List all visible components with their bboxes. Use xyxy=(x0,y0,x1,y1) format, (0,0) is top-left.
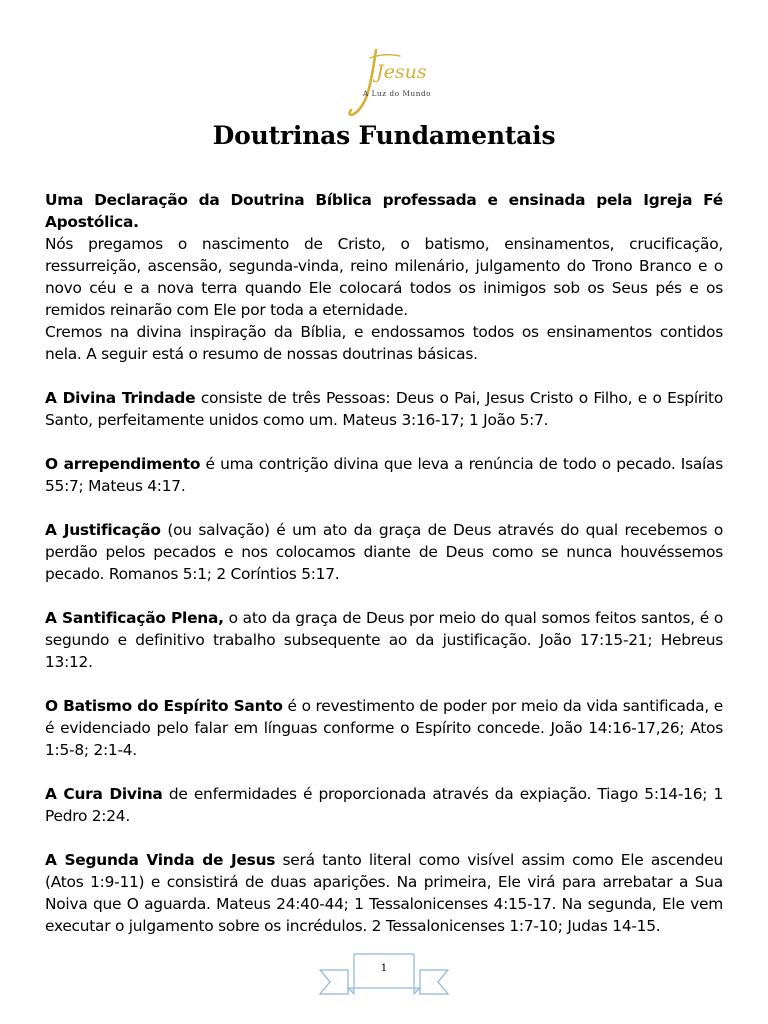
doctrine-text: o ato da graça de Deus por meio do qual somos feitos santos, é o segundo e definitivo trabalho subsequente ao da justificação. João 17:15-21; Hebreus 13:12. xyxy=(45,609,723,671)
jesus-logo-graphic xyxy=(334,44,434,120)
ribbon-icon xyxy=(318,950,450,1010)
doctrine-term: A Divina Trindade xyxy=(45,389,196,407)
doctrine-text: (ou salvação) é um ato da graça de Deus através do qual recebemos o perdão pelos pecados e nos colocamos diante de Deus como se nunca houvéssemos pecado. Romanos 5:1; 2 Coríntios 5:17. xyxy=(45,521,723,583)
document-body xyxy=(45,189,723,937)
doctrine-term: A Cura Divina xyxy=(45,785,163,803)
doctrine-text: de enfermidades é proporcionada através da expiação. Tiago 5:14-16; 1 Pedro 2:24. xyxy=(45,785,723,825)
page-number: 1 xyxy=(380,962,388,974)
intro-paragraph-2: Cremos na divina inspiração da Bíblia, e endossamos todos os ensinamentos contidos nela. A seguir está o resumo de nossas doutrinas básicas. xyxy=(45,323,723,363)
doctrine-repentance xyxy=(45,453,723,497)
doctrine-term: O arrependimento xyxy=(45,455,201,473)
doctrine-term: A Santificação Plena, xyxy=(45,609,224,627)
jesus-logo xyxy=(334,44,434,120)
doctrine-divine-healing xyxy=(45,783,723,827)
intro-paragraph-1: Nós pregamos o nascimento de Cristo, o batismo, ensinamentos, crucificação, ressurreição, ascensão, segunda-vinda, reino milenário, julgamento do Trono Branco e o novo céu e a nova terra quando Ele colocará todos os inimigos sob os Seus pés e os remidos reinarão com Ele por toda a eternidade. xyxy=(45,235,723,319)
logo-tagline: A Luz do Mundo xyxy=(363,89,432,98)
doctrine-text: é o revestimento de poder por meio da vida santificada, e é evidenciado pelo falar em línguas conforme o Espírito concede. João 14:16-17,26; Atos 1:5-8; 2:1-4. xyxy=(45,697,724,759)
doctrine-trinity xyxy=(45,387,723,431)
doctrine-second-coming xyxy=(45,849,723,937)
doctrine-term: A Segunda Vinda de Jesus xyxy=(45,851,276,869)
doctrine-term: O Batismo do Espírito Santo xyxy=(45,697,283,715)
doctrine-sanctification xyxy=(45,607,723,673)
doctrine-text: é uma contrição divina que leva a renúncia de todo o pecado. Isaías 55:7; Mateus 4:17. xyxy=(45,455,724,495)
page-title: Doutrinas Fundamentais xyxy=(212,121,556,150)
intro-heading: Uma Declaração da Doutrina Bíblica professada e ensinada pela Igreja Fé Apostólica. xyxy=(45,191,723,231)
doctrine-holy-spirit-baptism xyxy=(45,695,723,761)
doctrine-text: consiste de três Pessoas: Deus o Pai, Jesus Cristo o Filho, e o Espírito Santo, perfeitamente unidos como um. Mateus 3:16-17; 1 João 5:7. xyxy=(45,389,723,429)
page-footer xyxy=(318,950,450,1010)
doctrine-justification xyxy=(45,519,723,585)
logo-word: Jesus xyxy=(376,61,427,83)
doctrine-text: será tanto literal como visível assim como Ele ascendeu (Atos 1:9-11) e consistirá de duas aparições. Na primeira, Ele virá para arrebatar a Sua Noiva que O aguarda. Mateus 24:40-44; 1 Tessalonicenses 4:15-17. Na segunda, Ele vem executar o julgamento sobre os incrédulos. 2 Tessalonicenses 1:7-10; Judas 14-15. xyxy=(45,851,723,935)
doctrine-term: A Justificação xyxy=(45,521,161,539)
